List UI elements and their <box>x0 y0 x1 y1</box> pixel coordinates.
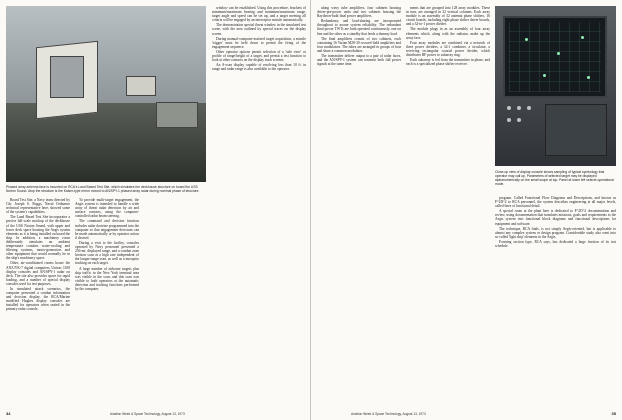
paragraph: In simulated attack scenarios, the computer presented a combat information and decision display, the RCA/Marine modified Hughes display consoles are installed for operators when seated in the primary radar console. <box>6 286 70 312</box>
right-column-2 <box>406 6 490 404</box>
paragraph: The module plugs in as an assembly of four array elements which, along with the radiator, make up the array face. <box>406 27 490 40</box>
control-knob <box>517 106 521 110</box>
paragraph: The Land Based Test Site incorporates a precise full-scale mockup of the deckhouse of the USS Norton Sound, with upper and lower deck space housing the Aegis system elements as it is being installed on board the ship. In addition, a machinery room deliberately simulates an ambient temperature contains water-cooling and filtering systems, motor-generators and other equipment that would normally be in the ship's machinery space. <box>6 215 70 261</box>
paragraph: program. Called Functional Flow Diagrams and Descriptions, and known as F^2D^2 to RCA personnel, the system describes engineering at all major levels, called lines of functional detail. <box>495 196 616 209</box>
paragraph: The transmitter deliver output to a pair of radar faces, and the AN/SPY-1 system can transmit both full power signals at the same time. <box>317 54 401 67</box>
paragraph: The final amplifiers consist of two cabinets, each containing 16 Varian M28-30 crossed-field amplifiers and four modulators. The tubes are arranged in groups of four and share a common modulator. <box>317 36 401 53</box>
paragraph: Forming section type, RCA says, has dedicated a large fraction of its test schedule. <box>495 239 616 249</box>
right-photo-caption: Close-up view of display console shows sampling of typical symbology that operator may call up. Parameters of selected target may be displayed alphanumerically on the small scope at top. Panel at lower left selects operational mode. <box>495 170 614 186</box>
paragraph: To provide multi-target engagement, the Aegis system is intended to handle a wide array of threat radar detection by air and surface contacts, using the computer-controlled radar beam steering. <box>75 198 139 219</box>
paragraph: During a visit to the facility, consoles operated by Navy personnel presented a 256-mi. displayed range, and a combat zone horizon scan at a high rate independent of the longer-range scan, as well as a mosquito tracking on each target. <box>75 240 139 266</box>
paragraph: A special room at the plant here is dedicated to F^2D^2 documentation and review, using documentation that translates missions, goals and requirements to the Aegis system into functional block diagrams and functional descriptions for equipment and software. <box>495 209 616 226</box>
paragraph: Four array modules are combined via a network of three power dividers, a 32:1 combiner, a circulator, a receiving rectangular coaxial power divider, which distributes RF power to subarray ring. <box>406 40 490 58</box>
right-footer: Aviation Week & Space Technology, August 13, 1973 <box>351 412 426 416</box>
paragraph: The technique, RCA finds, is not simply Aegis-oriented, but is applicable to almost any complex system or design program. Considerable study also went into so-called 'light ship' elements in the Aegis. <box>495 226 616 239</box>
mirror-structure <box>126 76 156 96</box>
paragraph: During manual-computer-assisted target acquisition, a missile 'trigger' must be held down to permit the firing of the engagement sequence. <box>212 36 306 49</box>
left-column-1 <box>6 198 70 313</box>
mode-panel <box>545 104 607 156</box>
right-column-1 <box>317 6 401 404</box>
phased-array-photo <box>6 6 206 182</box>
support-building <box>156 102 198 128</box>
paragraph: An A-scan display capable of resolving less than 10 ft. in range and radar range is also available to the operator. <box>212 63 306 72</box>
left-column-2 <box>75 198 139 292</box>
target-blip <box>587 76 590 79</box>
control-knob <box>507 118 511 122</box>
console-photo <box>495 6 616 166</box>
target-blip <box>557 52 560 55</box>
paragraph: window can be established. Using this procedure, brackets of minimum/maximum bearing and minimum/maximum range, target angle and speed can be set up, and a target meeting all criteria will be engaged by an interceptor missile automatically. <box>212 6 306 23</box>
target-blip <box>581 36 584 39</box>
target-blip <box>525 38 528 41</box>
left-footer: Aviation Week & Space Technology, August 13, 1973 <box>110 412 185 416</box>
left-photo-caption: Phased array antenna face is mounted on RCA's Land Based Test Site, which simulates the deckhouse structure on board the USS Norton Sound. Atop the structure is the Kaiser-type mirror moved to AN/SPY-1 phased array radar during nominal phase of structure. <box>6 185 200 193</box>
console-screen <box>503 16 607 98</box>
paragraph: Board Test Site, a Navy team directed by Cdr. Joseph S. Boggs, Naval Ordnance technical representative here, showed some of the system's capabilities. <box>6 198 70 215</box>
right-page <box>311 0 622 420</box>
target-blip <box>543 74 546 77</box>
paragraph: The demonstration special threat window in the simulated test scene, with the area outlined by special traces on the display screen. <box>212 23 306 36</box>
left-page-number: 34 <box>6 411 11 416</box>
antenna-face <box>50 56 84 98</box>
right-column-3 <box>495 196 616 404</box>
paragraph: The command and decision function includes radar doctrine programmed into the computer so that engagement decisions can be made automatically or by operator action if desired. <box>75 219 139 240</box>
paragraph: along wavy tube amplifiers, four cabinets housing driver-pre-power units and two cabinets housing the Raytheon-built final power amplifiers. <box>317 6 401 19</box>
paragraph: ments that are grouped into 128 array modules. These in turn, are arranged in 32 vertical columns. Each array module is an assembly of 32 antenna phase shifters, 16 circuit boards, including eight phase shifter driver boards, and a 32-to-1 power divider. <box>406 6 490 27</box>
paragraph: Other, air-conditioned rooms house the AN/UYK-7 digital computers, Univac 1108 display consoles and AN/SPY-1 radar on deck. The site also provides space for rapid loading, and a number of special display consoles used for test purposes. <box>6 261 70 286</box>
control-knob <box>507 106 511 110</box>
paragraph: Each subarray is fed from the transmitter in phase, and each is a specialized phase shifter receiver. <box>406 58 490 67</box>
paragraph: Redundancy and load-sharing are incorporated throughout to assure system reliability. The redundant final power TWTs are both operated continuously, one on line and the other as a standby that feeds a dummy load. <box>317 19 401 36</box>
paragraph: Other operator options permit selection of a 'side view' or profile of range/height of a target, and permit a test function to look at other contacts on the display track screens. <box>212 49 306 63</box>
left-column-3 <box>212 6 306 404</box>
paragraph: A large number of airborne targets plus ship traffic in the New York terminal area was visible in the scan, and this scan was visible to both operators at the automatic detection and tracking functions performed by the computer. <box>75 266 139 291</box>
control-knob <box>517 118 521 122</box>
right-page-number: 35 <box>611 411 616 416</box>
control-knob <box>527 106 531 110</box>
